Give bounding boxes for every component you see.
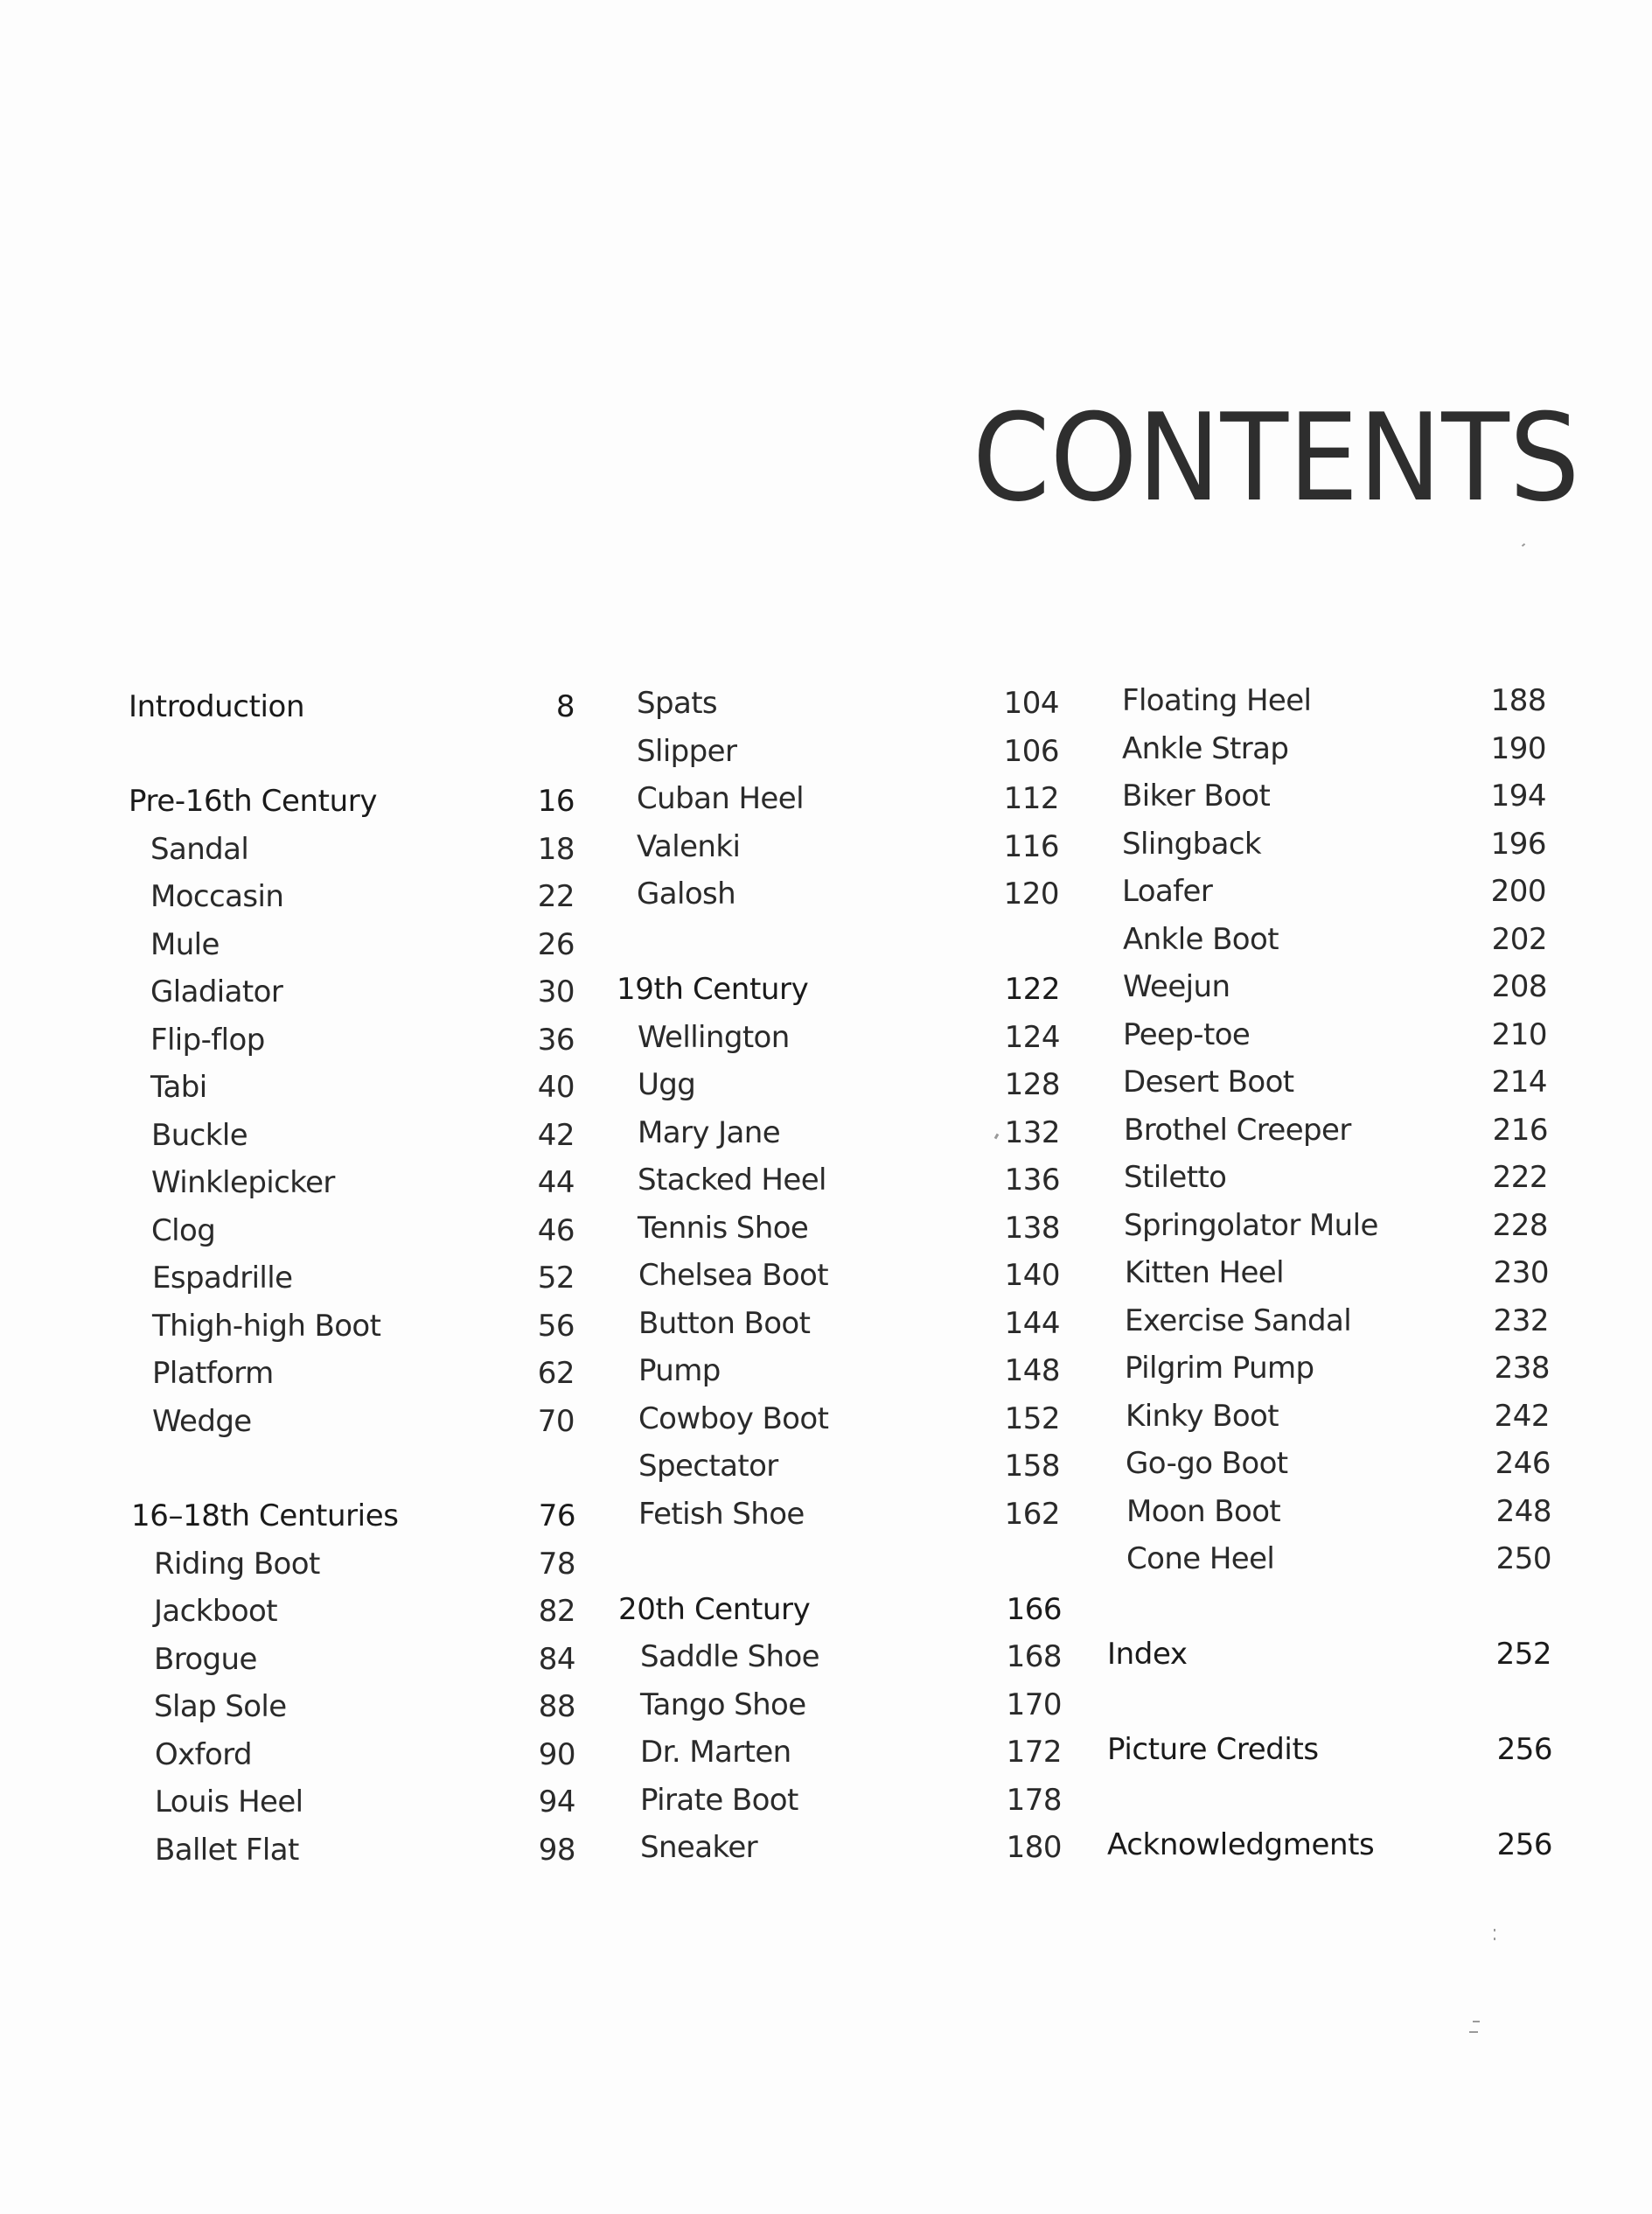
toc-entry[interactable]: Ugg 128 <box>638 1067 1060 1102</box>
toc-entry[interactable]: Stacked Heel 136 <box>638 1163 1060 1198</box>
toc-entry-index[interactable]: Index 252 <box>1107 1637 1551 1672</box>
toc-entry[interactable]: Exercise Sandal 232 <box>1125 1303 1549 1338</box>
toc-entry[interactable]: Go-go Boot 246 <box>1126 1446 1551 1481</box>
toc-entry[interactable]: Flip-flop 36 <box>150 1023 575 1058</box>
toc-entry[interactable]: Gladiator 30 <box>150 974 575 1009</box>
toc-entry[interactable]: Brothel Creeper 216 <box>1124 1113 1548 1148</box>
toc-entry[interactable]: Ballet Flat 98 <box>155 1833 575 1868</box>
toc-entry[interactable]: Pump 148 <box>638 1353 1060 1388</box>
scan-speck <box>1522 543 1525 547</box>
toc-entry[interactable]: Stiletto 222 <box>1124 1160 1548 1195</box>
scan-speck <box>1494 1938 1495 1940</box>
toc-entry[interactable]: Sandal 18 <box>150 832 575 867</box>
toc-entry[interactable]: Oxford 90 <box>155 1737 575 1772</box>
toc-entry[interactable]: Wedge 70 <box>152 1404 575 1439</box>
toc-section-20th-century[interactable]: 20th Century 166 <box>618 1592 1062 1627</box>
toc-entry[interactable]: Tango Shoe 170 <box>640 1687 1062 1722</box>
toc-entry[interactable]: Desert Boot 214 <box>1123 1065 1547 1100</box>
toc-entry[interactable]: Dr. Marten 172 <box>640 1735 1062 1770</box>
toc-entry[interactable]: Chelsea Boot 140 <box>638 1258 1060 1293</box>
toc-entry[interactable]: Buckle 42 <box>151 1118 575 1153</box>
toc-entry[interactable]: Mule 26 <box>150 927 575 962</box>
scan-speck <box>1473 2021 1480 2022</box>
toc-entry[interactable]: Button Boot 144 <box>638 1306 1060 1341</box>
toc-entry[interactable]: Riding Boot 78 <box>154 1547 575 1582</box>
toc-entry[interactable]: Winklepicker 44 <box>151 1165 575 1200</box>
toc-entry[interactable]: Loafer 200 <box>1122 874 1546 909</box>
toc-entry[interactable]: Brogue 84 <box>154 1642 575 1677</box>
toc-entry[interactable]: Mary Jane 132 <box>638 1115 1060 1150</box>
toc-entry[interactable]: Clog 46 <box>151 1213 575 1248</box>
toc-entry[interactable]: Slipper 106 <box>637 734 1059 769</box>
scan-speck <box>1469 2031 1478 2033</box>
toc-entry[interactable]: Moccasin 22 <box>150 879 575 914</box>
toc-entry[interactable]: Louis Heel 94 <box>155 1784 575 1819</box>
toc-entry[interactable]: Pilgrim Pump 238 <box>1125 1351 1550 1386</box>
toc-entry[interactable]: Sneaker 180 <box>640 1830 1062 1865</box>
scan-speck <box>1494 1929 1495 1931</box>
toc-entry[interactable]: Tabi 40 <box>150 1070 575 1105</box>
toc-entry[interactable]: Pirate Boot 178 <box>640 1783 1062 1818</box>
toc-entry[interactable]: Ankle Strap 190 <box>1122 731 1546 766</box>
toc-section-16-18th-centuries[interactable]: 16–18th Centuries 76 <box>131 1498 575 1533</box>
toc-entry[interactable]: Valenki 116 <box>637 829 1059 864</box>
toc-entry[interactable]: Springolator Mule 228 <box>1124 1208 1548 1243</box>
toc-entry[interactable]: Weejun 208 <box>1123 969 1547 1004</box>
toc-entry[interactable]: Jackboot 82 <box>154 1594 575 1629</box>
toc-entry[interactable]: Ankle Boot 202 <box>1123 922 1547 957</box>
toc-entry-acknowledgments[interactable]: Acknowledgments 256 <box>1107 1827 1552 1862</box>
toc-entry[interactable]: Slingback 196 <box>1122 827 1546 862</box>
toc-section-pre-16th-century[interactable]: Pre-16th Century 16 <box>129 784 575 819</box>
toc-entry[interactable]: Cone Heel 250 <box>1126 1541 1551 1576</box>
toc-entry[interactable]: Thigh-high Boot 56 <box>152 1309 575 1344</box>
toc-entry[interactable]: Tennis Shoe 138 <box>638 1211 1060 1246</box>
toc-entry[interactable]: Espadrille 52 <box>152 1261 575 1296</box>
toc-section-19th-century[interactable]: 19th Century 122 <box>617 972 1060 1007</box>
toc-entry[interactable]: Spats 104 <box>637 686 1059 721</box>
toc-entry[interactable]: Peep-toe 210 <box>1123 1017 1547 1052</box>
toc-entry[interactable]: Floating Heel 188 <box>1122 683 1546 718</box>
page-title: CONTENTS <box>972 388 1580 528</box>
toc-entry-introduction[interactable]: Introduction 8 <box>129 689 575 724</box>
toc-entry[interactable]: Moon Boot 248 <box>1126 1494 1551 1529</box>
toc-entry[interactable]: Cuban Heel 112 <box>637 781 1059 816</box>
toc-entry[interactable]: Fetish Shoe 162 <box>638 1497 1060 1532</box>
toc-entry[interactable]: Wellington 124 <box>638 1020 1060 1055</box>
toc-entry-picture-credits[interactable]: Picture Credits 256 <box>1107 1732 1552 1767</box>
toc-entry[interactable]: Slap Sole 88 <box>154 1689 575 1724</box>
toc-entry[interactable]: Kitten Heel 230 <box>1125 1255 1549 1290</box>
toc-entry[interactable]: Saddle Shoe 168 <box>640 1639 1062 1674</box>
toc-entry[interactable]: Platform 62 <box>152 1356 575 1391</box>
toc-entry[interactable]: Kinky Boot 242 <box>1126 1399 1550 1434</box>
toc-entry[interactable]: Galosh 120 <box>637 877 1059 911</box>
toc-entry[interactable]: Cowboy Boot 152 <box>638 1401 1060 1436</box>
toc-entry[interactable]: Spectator 158 <box>638 1449 1060 1484</box>
toc-entry[interactable]: Biker Boot 194 <box>1122 779 1546 814</box>
